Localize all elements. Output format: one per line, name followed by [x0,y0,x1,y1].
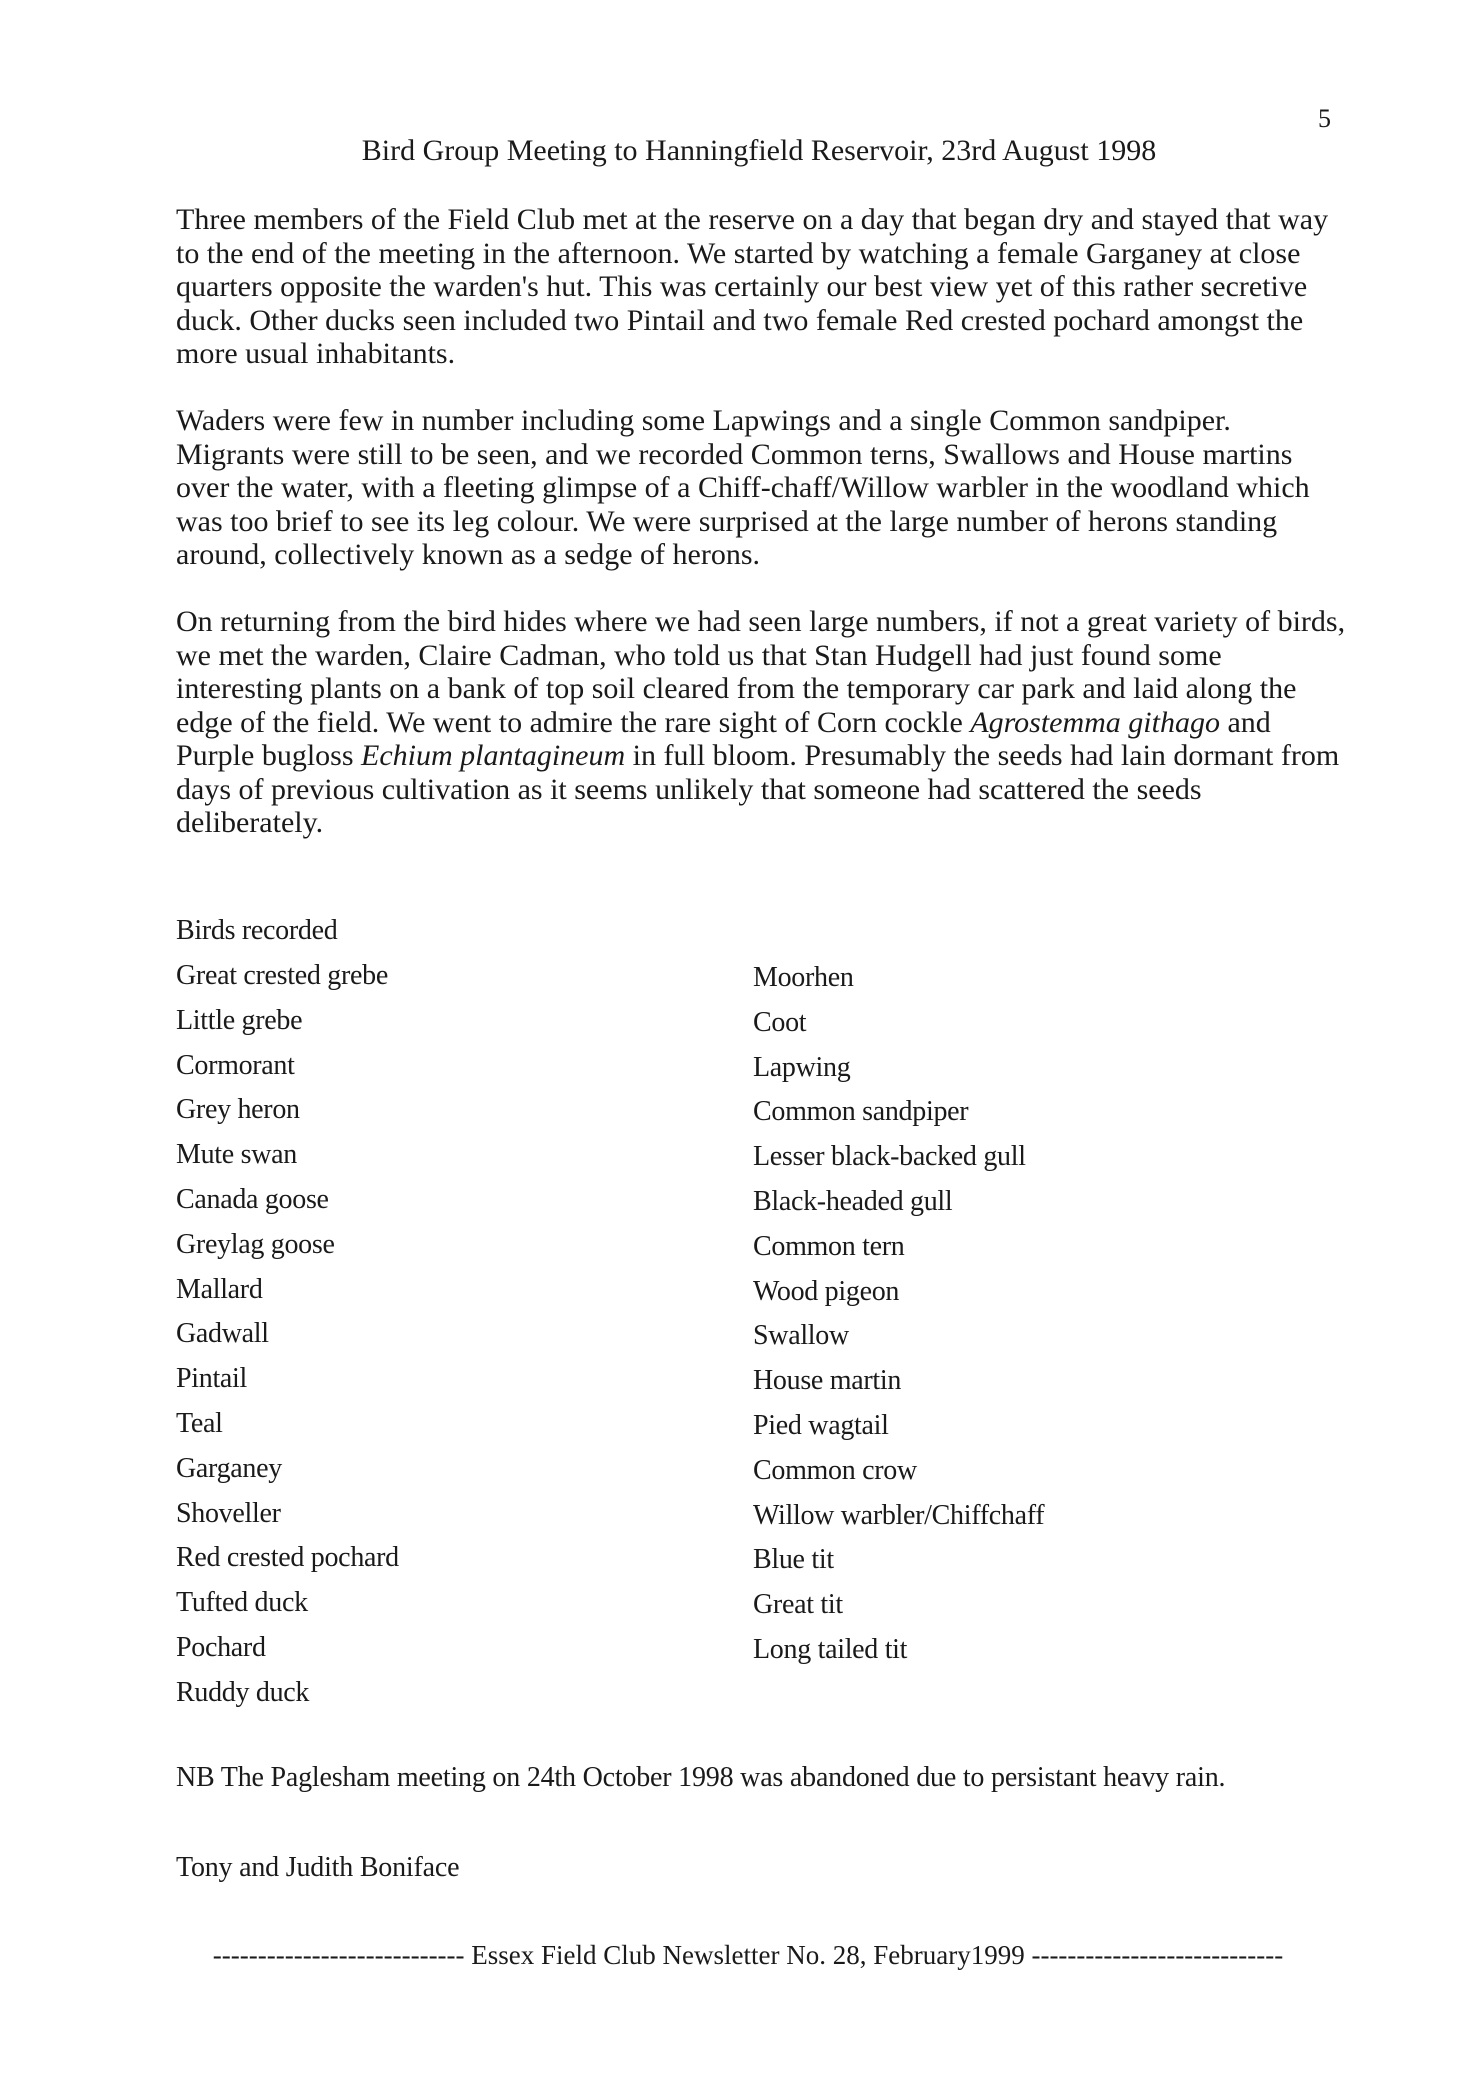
bird-list-item: Coot [753,1006,807,1038]
paragraph-3-text [176,605,1346,840]
paragraph-3-text-c: in full bloom. Presumably the seeds had lain dormant from days of previous cultivation as it seems unlikely that someone had scattered the seeds deliberately. [176,739,1340,839]
bird-list-item: Tufted duck [176,1587,308,1619]
bird-list-item: Common crow [753,1454,917,1486]
bird-list-item: Teal [176,1407,223,1439]
birds-recorded-heading: Birds recorded [176,915,338,946]
bird-list-item: Willow warbler/Chiffchaff [753,1499,1045,1531]
species-name-corn-cockle: Agrostemma githago [970,705,1220,739]
bird-list-item: Great tit [753,1589,843,1621]
bird-list-item: Wood pigeon [753,1275,900,1307]
page-number: 5 [1318,104,1331,133]
bird-list-item: House martin [753,1365,902,1397]
bird-list-item: Garganey [176,1452,282,1484]
bird-list-item: Lapwing [753,1051,851,1083]
species-name-purple-bugloss: Echium plantagineum [361,739,626,772]
bird-list-item: Cormorant [176,1049,295,1081]
bird-list-item: Red crested pochard [176,1542,399,1574]
bird-list-item: Pied wagtail [753,1409,889,1441]
bird-list-item: Greylag goose [176,1228,335,1260]
paragraph-2-text: Waders were few in number including some Lapwings and a single Common sandpiper. Migrants were still to be seen, and we recorded Common terns, Swallows and House martins over the water, with a fleeting glimpse of a Chiff-chaff/Willow warbler in the woodland which was too brief to see its leg colour. We were surprised at the large number of herons standing around, collectively known as a sedge of herons. [176,404,1310,571]
paragraph-3-text-a: On returning from the bird hides where we had seen large numbers, if not a great variety of birds, we met the warden, Claire Cadman, who told us that Stan Hudgell had just found some interesting plants on a bank of top soil cleared from the temporary car park and laid along the edge of the field. We went to admire the rare sight of Corn cockle [176,605,1346,739]
bird-list-item: Mallard [176,1273,263,1305]
author-signature: Tony and Judith Boniface [176,1852,460,1883]
paragraph-1-text: Three members of the Field Club met at the reserve on a day that began dry and stayed that way to the end of the meeting in the afternoon. We started by watching a female Garganey at close quarters opposite the warden's hut. This was certainly our best view yet of this rather secretive duck. Other ducks seen included two Pintail and two female Red crested pochard amongst the more usual inhabitants. [176,203,1329,370]
bird-list-item: Canada goose [176,1183,329,1215]
cancellation-note: NB The Paglesham meeting on 24th October 1998 was abandoned due to persistant heavy rain. [176,1762,1226,1793]
bird-list-item: Little grebe [176,1004,303,1036]
paragraph-3-text-b: and Purple bugloss [176,705,1271,772]
bird-list-item: Pochard [176,1631,266,1663]
bird-list-item: Common sandpiper [753,1096,969,1128]
bird-list-item: Blue tit [753,1544,834,1576]
bird-list-item: Moorhen [753,962,854,993]
bird-list-item: Common tern [753,1230,905,1262]
bird-list-item: Ruddy duck [176,1676,310,1708]
article-title: Bird Group Meeting to Hanningfield Reservoir, 23rd August 1998 [361,134,1157,167]
bird-list-item: Gadwall [176,1318,269,1350]
bird-list-item: Grey heron [176,1094,300,1126]
birds-list-right [753,961,1044,1678]
birds-list-left [176,959,399,1721]
paragraph-2 [176,404,1346,572]
paragraph-3 [176,605,1346,840]
paragraph-1 [176,203,1346,371]
bird-list-item: Mute swan [176,1139,297,1171]
bird-list-item: Pintail [176,1363,248,1395]
bird-list-item: Black-headed gull [753,1185,953,1217]
bird-list-item: Shoveller [176,1497,281,1529]
bird-list-item: Great crested grebe [176,960,388,991]
newsletter-footer: ---------------------------- Essex Field Club Newsletter No. 28, February1999 ---------------------------- [212,1940,1284,1970]
bird-list-item: Swallow [753,1320,849,1352]
bird-list-item: Lesser black-backed gull [753,1141,1026,1173]
bird-list-item: Long tailed tit [753,1633,908,1665]
